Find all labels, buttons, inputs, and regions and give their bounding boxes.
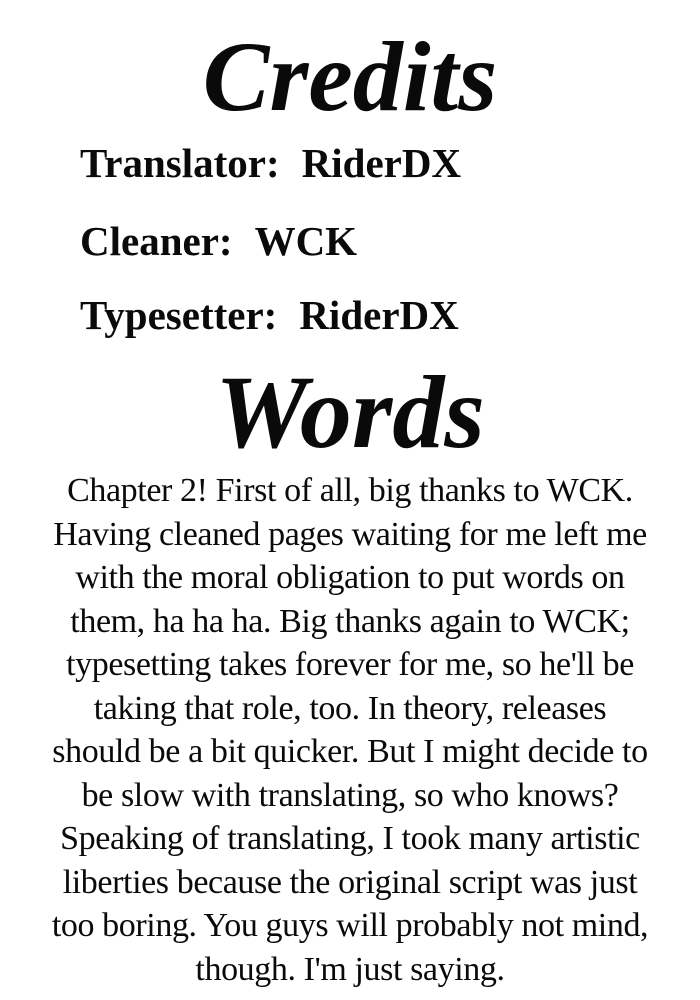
typesetter-name: RiderDX (299, 292, 459, 338)
credits-heading: Credits (202, 21, 498, 132)
credit-row-cleaner (80, 218, 358, 264)
cleaner-role-label: Cleaner: (80, 218, 233, 264)
paragraph-line: too boring. You guys will probably not mind, (51, 907, 649, 944)
paragraph-line: Speaking of translating, I took many artistic (60, 820, 640, 857)
words-paragraph (0, 469, 700, 991)
paragraph-line: Chapter 2! First of all, big thanks to WCK. (67, 472, 633, 509)
paragraph-line: them, ha ha ha. Big thanks again to WCK; (70, 602, 630, 640)
credit-row-translator (80, 140, 462, 186)
cleaner-name: WCK (254, 218, 358, 264)
translator-name: RiderDX (301, 140, 462, 186)
paragraph-line: taking that role, too. In theory, releases (93, 689, 607, 727)
paragraph-line: with the moral obligation to put words on (75, 559, 625, 596)
paragraph-line: be slow with translating, so who knows? (81, 776, 619, 814)
words-heading: Words (215, 355, 485, 470)
credit-row-typesetter (80, 292, 459, 338)
paragraph-line: liberties because the original script was just (62, 863, 638, 901)
paragraph-line: should be a bit quicker. But I might decide to (52, 733, 648, 770)
paragraph-line: Having cleaned pages waiting for me left me (53, 515, 647, 553)
translator-role-label: Translator: (80, 140, 280, 186)
paragraph-line: typesetting takes forever for me, so he'll be (66, 646, 634, 683)
paragraph-line: though. I'm just saying. (195, 950, 505, 988)
typesetter-role-label: Typesetter: (80, 292, 278, 338)
